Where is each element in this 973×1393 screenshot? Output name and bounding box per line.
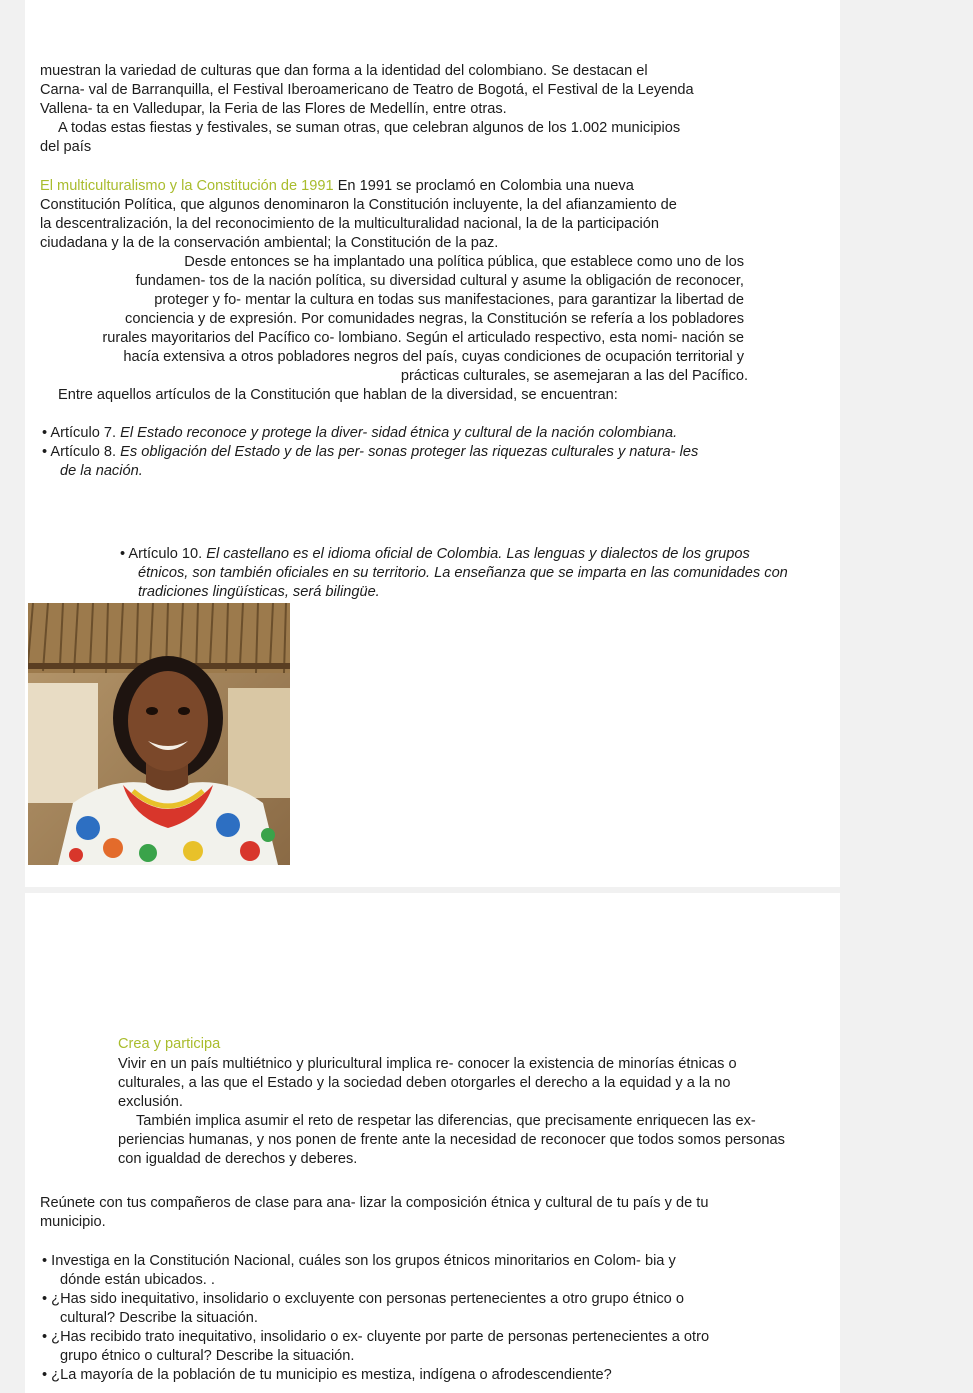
activity-line: Vivir en un país multiétnico y pluricultural implica re- conocer la existencia de minorías étnicas o [118, 1056, 737, 1072]
article-7-label: Artículo 7. [50, 425, 121, 441]
policy-line: Desde entonces se ha implantado una política pública, que establece como uno de los [184, 254, 744, 270]
article-10-text: El castellano es el idioma oficial de Colombia. Las lenguas y dialectos de los grupos [206, 546, 750, 562]
question-item: • ¿Has sido inequitativo, insolidario o excluyente con personas pertenecientes a otro grupo étnico o [42, 1290, 684, 1309]
article-8-text: Es obligación del Estado y de las per- sonas proteger las riquezas culturales y natura- les [120, 444, 699, 460]
task-line: municipio. [40, 1214, 106, 1230]
article-8-label: Artículo 8. [50, 444, 121, 460]
policy-line: rurales mayoritarios del Pacífico co- lombiano. Según el articulado respectivo, esta nomi- nación se [102, 330, 744, 346]
policy-line: fundamen- tos de la nación política, su diversidad cultural y asume la obligación de reconocer, [135, 273, 744, 289]
article-7-item [42, 424, 677, 443]
section-heading: El multiculturalismo y la Constitución de 1991 [40, 178, 334, 194]
article-7-text: El Estado reconoce y protege la diver- sidad étnica y cultural de la nación colombiana. [120, 425, 678, 441]
article-10-label: Artículo 10. [128, 546, 207, 562]
intro-line: A todas estas fiestas y festivales, se suman otras, que celebran algunos de los 1.002 municipios [58, 120, 681, 136]
section-line: Constitución Política, que algunos denominaron la Constitución incluyente, la del afianzamiento de [40, 197, 677, 213]
section-line: ciudadana y la de la conservación ambiental; la Constitución de la paz. [40, 235, 499, 251]
intro-line: Vallena- ta en Valledupar, la Feria de las Flores de Medellín, entre otras. [40, 101, 507, 117]
article-8-text-cont: de la nación. [60, 463, 143, 479]
question-item-cont: dónde están ubicados. . [60, 1272, 215, 1288]
article-10-text-cont: étnicos, son también oficiales en su territorio. La enseñanza que se imparta en las comunidades con [138, 565, 788, 581]
articles-intro: Entre aquellos artículos de la Constitución que hablan de la diversidad, se encuentran: [58, 387, 618, 403]
woman-photo [28, 603, 290, 865]
article-10-item [120, 545, 750, 564]
question-item: • ¿Has recibido trato inequitativo, insolidario o ex- cluyente por parte de personas pertenecientes a otro [42, 1328, 709, 1347]
intro-line: muestran la variedad de culturas que dan forma a la identidad del colombiano. Se destacan el [40, 63, 648, 79]
policy-line: hacía extensiva a otros pobladores negros del país, cuyas condiciones de ocupación territorial y [123, 349, 744, 365]
section-paragraph [40, 177, 634, 196]
intro-line: Carna- val de Barranquilla, el Festival Iberoamericano de Teatro de Bogotá, el Festival de la Leyenda [40, 82, 694, 98]
policy-line: prácticas culturales, se asemejaran a las del Pacífico. [400, 368, 748, 384]
activity-heading: Crea y participa [118, 1036, 221, 1052]
question-item-cont: grupo étnico o cultural? Describe la situación. [60, 1348, 355, 1364]
article-10-text-cont: tradiciones lingüísticas, será bilingüe. [138, 584, 380, 600]
policy-line: proteger y fo- mentar la cultura en todas sus manifestaciones, para garantizar la libertad de [154, 292, 744, 308]
activity-line: exclusión. [118, 1094, 183, 1110]
activity-line: periencias humanas, y nos ponen de frente ante la necesidad de reconocer que todos somos personas [118, 1132, 785, 1148]
article-8-item [42, 443, 698, 462]
question-item: • ¿La mayoría de la población de tu municipio es mestiza, indígena o afrodescendiente? [42, 1366, 612, 1385]
question-item: • Investiga en la Constitución Nacional, cuáles son los grupos étnicos minoritarios en Colom- bia y [42, 1252, 676, 1271]
task-line: Reúnete con tus compañeros de clase para ana- lizar la composición étnica y cultural de tu país y de tu [40, 1195, 709, 1211]
section-text: En 1991 se proclamó en Colombia una nueva [333, 178, 634, 194]
activity-line: culturales, a las que el Estado y la sociedad deben otorgarles el derecho a la equidad y a la no [118, 1075, 731, 1091]
intro-line: del país [40, 139, 92, 155]
woman-photo-illustration [28, 603, 290, 865]
section-line: la descentralización, la del reconocimiento de la multiculturalidad nacional, la de la participación [40, 216, 659, 232]
question-item-cont: cultural? Describe la situación. [60, 1310, 258, 1326]
activity-line: con igualdad de derechos y deberes. [118, 1151, 358, 1167]
activity-line: También implica asumir el reto de respetar las diferencias, que precisamente enriquecen las ex- [136, 1113, 756, 1129]
policy-line: conciencia y de expresión. Por comunidades negras, la Constitución se refería a los pobladores [125, 311, 744, 327]
